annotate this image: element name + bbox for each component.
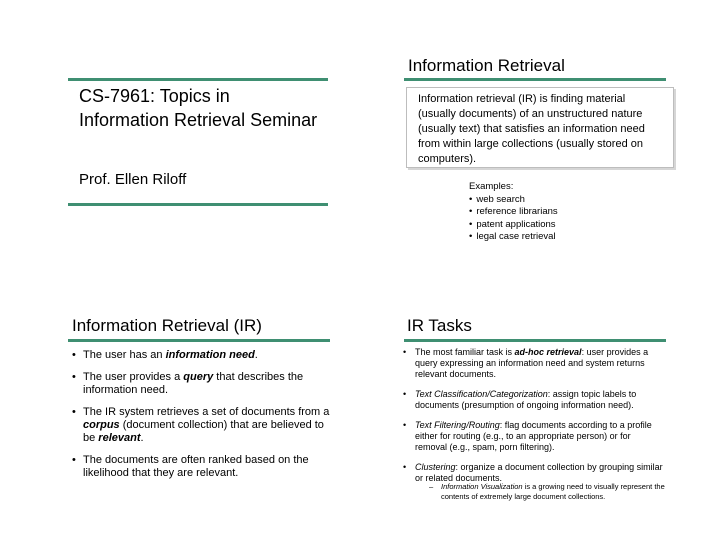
bullet-text: The user has an xyxy=(83,349,166,361)
task-label: Clustering xyxy=(415,462,456,472)
example-item: • reference librarians xyxy=(469,206,558,219)
bullet-emphasis: query xyxy=(183,371,214,383)
task-item xyxy=(403,347,665,380)
example-item: • patent applications xyxy=(469,219,558,232)
course-title: CS-7961: Topics in Information Retrieval Seminar xyxy=(79,86,318,130)
slide2-rule xyxy=(404,78,666,81)
task-text: : flag documents according to a profile either for routing (e.g., to an appropriate person) or for removal (e.g., spam, porn filtering). xyxy=(415,420,652,452)
bullet-text: . xyxy=(140,432,144,444)
subtask-label: Information Visualization xyxy=(441,482,523,491)
task-text: The most familiar task is xyxy=(415,347,515,357)
task-item xyxy=(403,462,665,502)
bullet-emphasis: corpus xyxy=(83,419,120,431)
bullet-text: . xyxy=(254,349,258,361)
examples-label: Examples: xyxy=(469,181,514,192)
subtask-text: is a growing need to visually represent the contents of extremely large document collections. xyxy=(441,482,665,501)
task-item xyxy=(403,389,665,411)
course-author: Prof. Ellen Riloff xyxy=(79,171,187,188)
bullet-emphasis: information need xyxy=(165,349,255,361)
task-text: : user provides a query expressing an information need and system returns relevant documents. xyxy=(415,347,649,379)
slide-title-ir-tasks: IR Tasks xyxy=(407,316,472,335)
task-text: : assign topic labels to documents (presumption of ongoing information need). xyxy=(415,389,637,410)
definition-text: Information retrieval (IR) is finding material (usually documents) of an unstructured nature (usually text) that satisfies an information need from within large collections (usually stored on computers). xyxy=(418,93,645,165)
examples-list xyxy=(469,194,558,244)
task-item xyxy=(403,420,665,453)
ir-bullet xyxy=(72,406,330,445)
bullet-emphasis: relevant xyxy=(98,432,141,444)
slide-title-ir: Information Retrieval xyxy=(408,56,565,75)
task-label: Text Filtering/Routing xyxy=(415,420,500,430)
ir-task-list xyxy=(403,347,665,511)
bullet-text: The user provides a xyxy=(83,371,184,383)
bullet-text: The documents are often ranked based on the likelihood that they are relevant. xyxy=(83,454,309,479)
example-item: • web search xyxy=(469,194,558,207)
bullet-text: The IR system retrieves a set of documents from a xyxy=(83,406,330,418)
example-item: • legal case retrieval xyxy=(469,231,558,244)
task-label: Text Classification/Categorization xyxy=(415,389,548,399)
title-rule-bottom xyxy=(68,203,328,206)
definition-box xyxy=(406,87,674,168)
slide-title-ir-detail: Information Retrieval (IR) xyxy=(72,316,262,335)
bullet-text: (document collection) that are believed to be xyxy=(83,419,324,444)
ir-bullet-list xyxy=(72,349,330,489)
title-rule-top xyxy=(68,78,328,81)
task-label: ad-hoc retrieval xyxy=(514,347,582,357)
task-text: : organize a document collection by grouping similar or related documents. xyxy=(415,462,663,483)
ir-bullet xyxy=(72,371,330,397)
examples-block xyxy=(469,181,558,244)
subtask-item xyxy=(415,482,665,502)
ir-bullet xyxy=(72,349,330,362)
ir-bullet xyxy=(72,454,330,480)
bullet-text: that describes the information need. xyxy=(83,371,304,396)
slide3-rule xyxy=(68,339,330,342)
slide4-rule xyxy=(404,339,666,342)
